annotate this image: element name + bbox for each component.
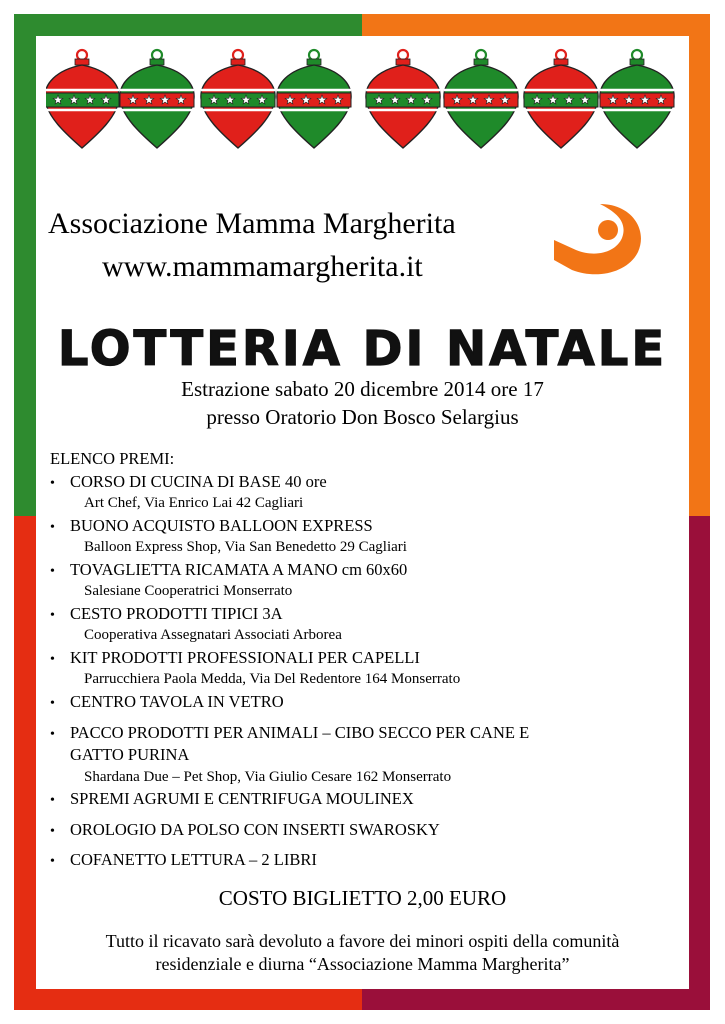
ornament-icon — [277, 50, 351, 148]
association-logo-icon — [550, 200, 648, 278]
prize-1-sponsor: Art Chef, Via Enrico Lai 42 Cagliari — [84, 495, 304, 511]
prize-3-sponsor: Salesiane Cooperatrici Monserrato — [84, 583, 293, 599]
prize-5-sponsor: Parrucchiera Paola Medda, Via Del Redentore 164 Monserrato — [84, 671, 461, 687]
prize-3-title: TOVAGLIETTA RICAMATA A MANO cm 60x60 — [70, 560, 408, 579]
list-bullet: • — [50, 564, 55, 579]
christmas-ornaments-row — [46, 48, 680, 152]
ornament-icon — [366, 50, 440, 148]
list-bullet: • — [50, 824, 55, 839]
organization-website: www.mammamargherita.it — [102, 250, 423, 283]
footer-note-line-1: Tutto il ricavato sarà devoluto a favore dei minori ospiti della comunità — [105, 931, 620, 951]
prize-1-title: CORSO DI CUCINA DI BASE 40 ore — [70, 472, 327, 491]
list-bullet: • — [50, 696, 55, 711]
prize-4-sponsor: Cooperativa Assegnatari Associati Arborea — [84, 627, 342, 643]
prize-6-title: CENTRO TAVOLA IN VETRO — [70, 692, 284, 711]
list-bullet: • — [50, 608, 55, 623]
list-bullet: • — [50, 476, 55, 491]
list-bullet: • — [50, 793, 55, 808]
ornament-icon — [120, 50, 194, 148]
ornament-icon — [524, 50, 598, 148]
ornament-icon — [600, 50, 674, 148]
prize-7-title-continued: GATTO PURINA — [70, 745, 190, 764]
ornament-icon — [444, 50, 518, 148]
ticket-price: COSTO BIGLIETTO 2,00 EURO — [218, 886, 507, 910]
prize-2-sponsor: Balloon Express Shop, Via San Benedetto 29 Cagliari — [84, 539, 407, 555]
prize-9-title: OROLOGIO DA POLSO CON INSERTI SWAROSKY — [70, 820, 440, 839]
prize-4-title: CESTO PRODOTTI TIPICI 3A — [70, 604, 283, 623]
prize-7-sponsor: Shardana Due – Pet Shop, Via Giulio Cesare 162 Monserrato — [84, 769, 452, 785]
list-bullet: • — [50, 727, 55, 742]
organization-name: Associazione Mamma Margherita — [48, 207, 456, 240]
prize-5-title: KIT PRODOTTI PROFESSIONALI PER CAPELLI — [70, 648, 420, 667]
draw-location: presso Oratorio Don Bosco Selargius — [206, 405, 519, 429]
prize-2-title: BUONO ACQUISTO BALLOON EXPRESS — [70, 516, 373, 535]
prize-7-title: PACCO PRODOTTI PER ANIMALI – CIBO SECCO PER CANE E — [70, 723, 530, 742]
list-bullet: • — [50, 520, 55, 535]
ornament-icon — [201, 50, 275, 148]
prize-8-title: SPREMI AGRUMI E CENTRIFUGA MOULINEX — [70, 789, 414, 808]
list-bullet: • — [50, 652, 55, 667]
ornament-icon — [46, 50, 119, 148]
draw-date: Estrazione sabato 20 dicembre 2014 ore 17 — [181, 377, 544, 401]
list-bullet: • — [50, 854, 55, 869]
poster-title: LOTTERIA DI NATALE — [57, 321, 668, 377]
prize-10-title: COFANETTO LETTURA – 2 LIBRI — [70, 850, 317, 869]
footer-note-line-2: residenziale e diurna “Associazione Mamma Margherita” — [155, 954, 570, 974]
prizes-heading: ELENCO PREMI: — [50, 449, 175, 468]
